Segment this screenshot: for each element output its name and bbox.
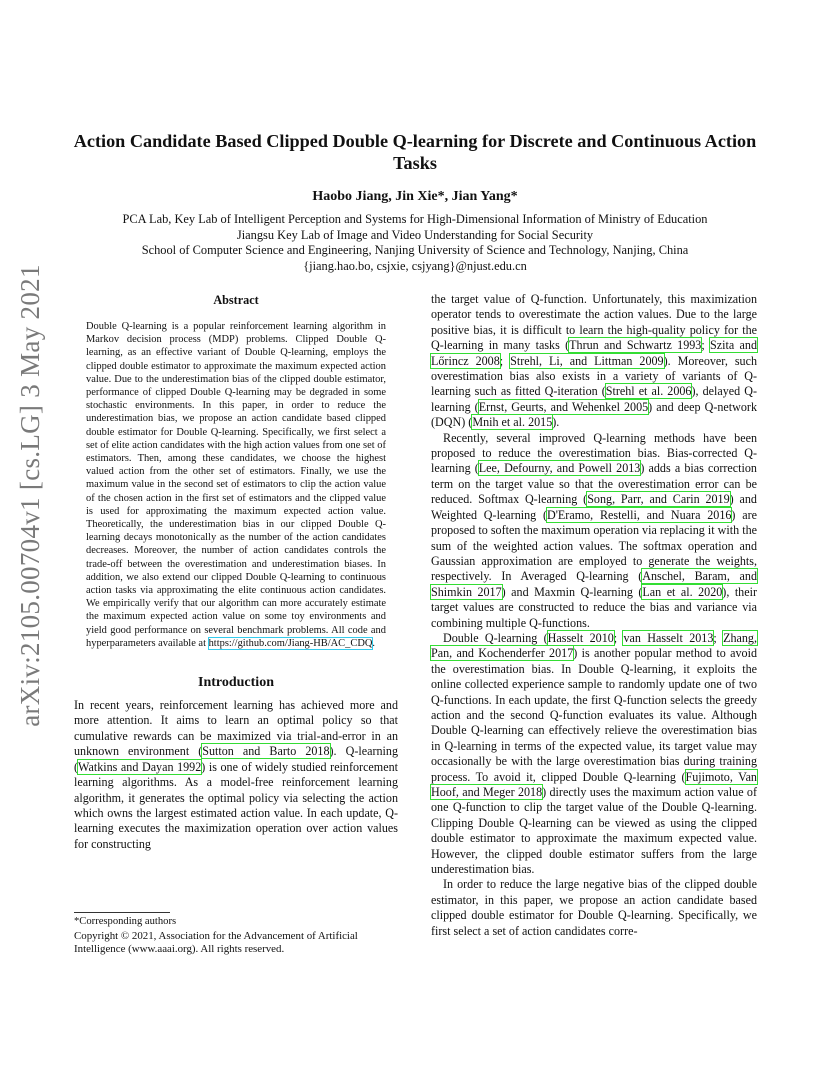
citation-link[interactable]: Mnih et al. 2015: [472, 415, 553, 430]
citation-link[interactable]: Ernst, Geurts, and Wehenkel 2005: [478, 399, 649, 414]
code-link[interactable]: https://github.com/Jiang-HB/AC_CDQ: [208, 637, 373, 649]
citation-link[interactable]: Zhang, Pan, and Kochenderfer 2017: [431, 630, 757, 661]
footnote-area: [74, 912, 398, 956]
affiliation-line: School of Computer Science and Engineering, Nanjing University of Science and Technology, Nanjing, China: [141, 243, 689, 257]
citation-link[interactable]: Szita and Lőrincz 2008: [431, 338, 757, 368]
citation-link[interactable]: Fujimoto, Van Hoof, and Meger 2018: [431, 769, 757, 799]
citation-link[interactable]: Thrun and Schwartz 1993: [569, 338, 702, 353]
author-emails: {jiang.hao.bo, csjxie, csjyang}@njust.edu.cn: [303, 258, 527, 273]
left-column: [74, 292, 398, 852]
citation-link[interactable]: Watkins and Dayan 1992: [78, 759, 202, 774]
arxiv-identifier: arXiv:2105.00704v1 [cs.LG] 3 May 2021: [14, 263, 45, 727]
intro-paragraph-2: Recently, several improved Q-learning methods have been proposed to reduce the overestimation bias. Bias-corrected Q-learning (Lee, Defourny, and Powell 2013) adds a bias correction term on the target value so that the overestimation error can be reduced. Softmax Q-learning (Song, Parr, and Carin 2019) and Weighted Q-learning (D'Eramo, Restelli, and Nuara 2016) are proposed to soften the maximum operation via replacing it with the sum of the weighted action values. The softmax operation and Gaussian approximation are employed to generate the weights, respectively. In Averaged Q-learning (Anschel, Baram, and Shimkin 2017) and Maxmin Q-learning (Lan et al. 2020), their target values are constructed to reduce the bias and variance via combining multiple Q-functions.: [431, 430, 757, 630]
paper-title: Action Candidate Based Clipped Double Q-learning for Discrete and Continuous Action Tasks: [73, 131, 757, 173]
intro-paragraph-4: In order to reduce the large negative bias of the clipped double estimator, in this paper, we propose an action candidate based clipped double estimator for Double Q-learning. Specifically, we first select a set of action candidates corre-: [431, 877, 757, 938]
footnote-rule: [74, 912, 170, 913]
right-column: [431, 292, 757, 939]
copyright-notice: Copyright © 2021, Association for the Advancement of Artificial Intelligence (www.aaai.org). All rights reserved.: [74, 929, 358, 955]
citation-link[interactable]: Strehl, Li, and Littman 2009: [510, 353, 664, 368]
abstract-heading: Abstract: [213, 293, 259, 307]
abstract-section: [86, 292, 386, 650]
abstract-text: Double Q-learning is a popular reinforcement learning algorithm in Markov decision process (MDP) problems. Clipped Double Q-learning, as an effective variant of Double Q-learning, employs the clipped double estimator to approximate the maximum expected action value. Due to the underestimation bias of the clipped double estimator, performance of clipped Double Q-learning may be degraded in some stochastic environments. In this paper, in order to reduce the underestimation bias, we propose an action candidate based clipped double estimator for Double Q-learning. Specifically, we first select a set of elite action candidates with the high action values from one set of estimators. Then, among these candidates, we choose the highest valued action from the other set of estimators. Finally, we use the maximum value in the second set of estimators to clip the action value of the chosen action in the first set of estimators and the clipped value is used for approximating the maximum expected action value. Theoretically, the underestimation bias in our clipped Double Q-learning decays monotonically as the number of the action candidates decreases. Moreover, the number of action candidates controls the trade-off between the overestimation and underestimation biases. In addition, we also extend our clipped Double Q-learning to continuous action tasks via approximating the elite continuous action candidates. We empirically verify that our algorithm can more accurately estimate the maximum expected action value on some toy environments and yield good performance on several benchmark problems. All code and hyperparameters available at https://github.com/Jiang-HB/AC_CDQ.: [86, 321, 386, 649]
author-list: Haobo Jiang, Jin Xie*, Jian Yang*: [312, 189, 518, 204]
citation-link[interactable]: Strehl et al. 2006: [605, 384, 692, 399]
citation-link[interactable]: Sutton and Barto 2018: [202, 744, 330, 759]
citation-link[interactable]: Anschel, Baram, and Shimkin 2017: [431, 569, 757, 599]
intro-paragraph-1-continued: the target value of Q-function. Unfortunately, this maximization operator tends to overestimate the action values. Due to the large positive bias, it is difficult to learn the high-quality policy for the Q-learning in many tasks (Thrun and Schwartz 1993; Szita and Lőrincz 2008; Strehl, Li, and Littman 2009). Moreover, such overestimation bias also exists in a variety of variants of Q-learning such as fitted Q-iteration (Strehl et al. 2006), delayed Q-learning (Ernst, Geurts, and Wehenkel 2005) and deep Q-network (DQN) (Mnih et al. 2015).: [431, 292, 757, 430]
intro-paragraph-3: Double Q-learning (Hasselt 2010; van Hasselt 2013; Zhang, Pan, and Kochenderfer 2017) is another popular method to avoid the overestimation bias. In Double Q-learning, it exploits the online collected experience sample to randomly update one of two Q-functions. In each update, the first Q-function selects the greedy action and the second Q-function evaluates its value. Although Double Q-learning can effectively relieve the overestimation bias in Q-learning in terms of the expected value, its target value may occasionally be with the large overestimation bias during training process. To avoid it, clipped Double Q-learning (Fujimoto, Van Hoof, and Meger 2018) directly uses the maximum action value of one Q-function to clip the target value of the Double Q-learning. Clipping Double Q-learning can be viewed as using the clipped double estimator to approximate the maximum expected value. However, the clipped double estimator suffers from the large underestimation bias.: [431, 630, 758, 877]
intro-p1-cont: the target value of Q-function. Unfortunately, this maximization operator tends to overestimate the action values. Due to the large positive bias, it is difficult to learn the high-quality policy for the Q-learning in many tasks (: [431, 292, 757, 353]
citation-link[interactable]: Lee, Defourny, and Powell 2013: [478, 461, 641, 476]
intro-paragraph-1: In recent years, reinforcement learning has achieved more and more attention. It aims to learn an optimal policy so that cumulative rewards can be maximized via trial-and-error in an unknown environment (Sutton and Barto 2018). Q-learning (Watkins and Dayan 1992) is one of widely studied reinforcement learning algorithms. As a model-free reinforcement learning algorithm, it generates the optimal policy via selecting the action which owns the largest estimated action value. In each update, Q-learning executes the maximization operation over action values for constructing: [74, 698, 398, 851]
affiliations: [72, 212, 758, 274]
intro-p1-overflow: ) is one of widely studied reinforcement learning algorithms. As a model-free reinforcement learning algorithm, it generates the optimal policy via selecting the action which owns the largest estimated action value. In each update, Q-learning executes the maximization operation over action values for constructing: [74, 759, 398, 851]
citation-link[interactable]: Song, Parr, and Carin 2019: [587, 492, 730, 507]
citation-link[interactable]: van Hasselt 2013: [623, 630, 714, 645]
affiliation-line: PCA Lab, Key Lab of Intelligent Perception and Systems for High-Dimensional Information of Ministry of Education: [122, 212, 708, 226]
citation-link[interactable]: Hasselt 2010: [547, 630, 614, 645]
arxiv-identifier-margin: [0, 263, 60, 727]
affiliation-line: Jiangsu Key Lab of Image and Video Understanding for Social Security: [236, 227, 594, 242]
paper-header: [72, 130, 758, 274]
citation-link[interactable]: Lan et al. 2020: [642, 584, 723, 599]
footnote-corresponding: *Corresponding authors: [74, 916, 177, 927]
citation-link[interactable]: D'Eramo, Restelli, and Nuara 2016: [547, 507, 732, 522]
introduction-heading: Introduction: [198, 675, 274, 691]
